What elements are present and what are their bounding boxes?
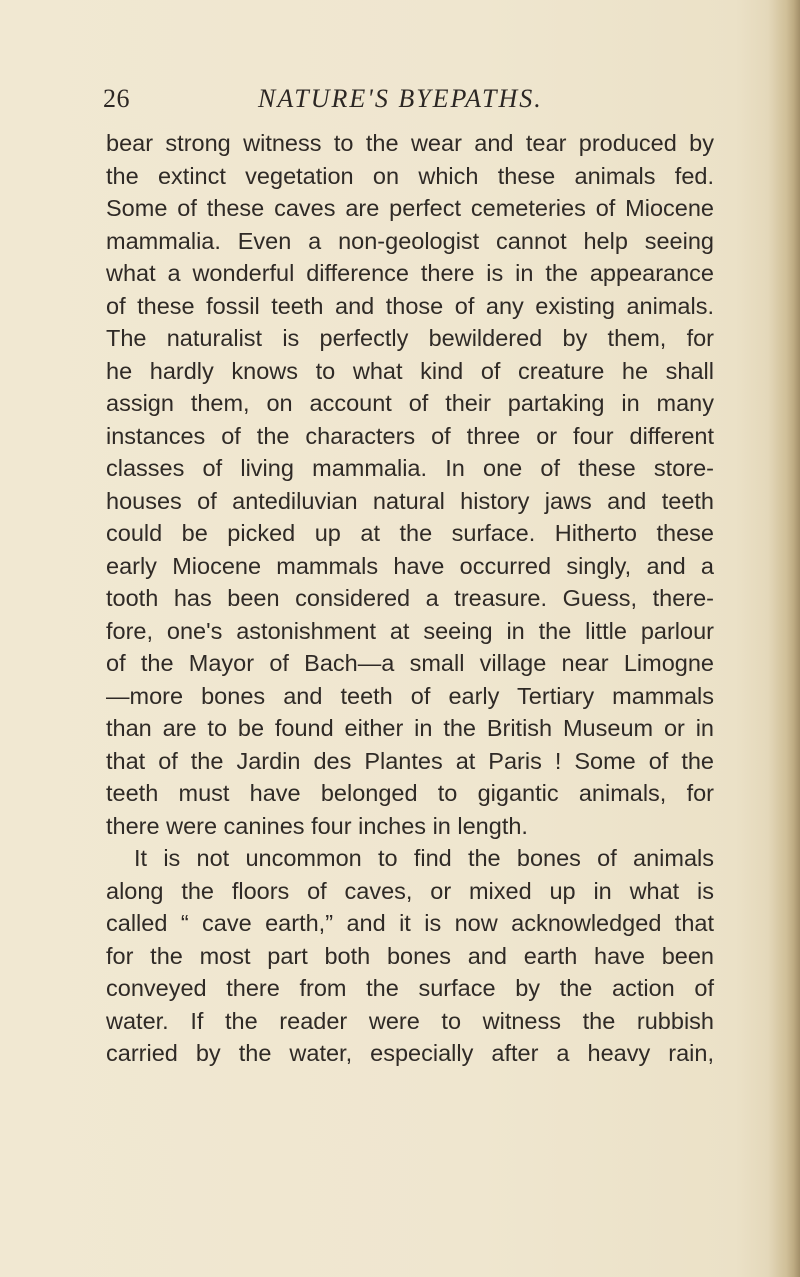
text-line: than are to be found either in the British Museum or in xyxy=(106,715,714,741)
text-line: conveyed there from the surface by the action of xyxy=(106,975,714,1001)
text-line: carried by the water, especially after a heavy rain, xyxy=(106,1040,714,1066)
text-line: he hardly knows to what kind of creature he shall xyxy=(106,357,714,384)
running-title: NATURE'S BYEPATHS. xyxy=(258,84,543,113)
text-line: for the most part both bones and earth have been xyxy=(106,942,714,969)
text-line: along the floors of caves, or mixed up in what is xyxy=(106,877,714,904)
body-text xyxy=(106,127,714,1070)
text-line: assign them, on account of their partaking in many xyxy=(106,390,714,416)
text-line: teeth must have belonged to gigantic animals, for xyxy=(106,780,714,806)
text-line: the extinct vegetation on which these animals fed. xyxy=(106,162,714,189)
text-line: early Miocene mammals have occurred singly, and a xyxy=(106,552,714,579)
text-line: what a wonderful difference there is in the appearance xyxy=(106,260,714,286)
text-line: —more bones and teeth of early Tertiary mammals xyxy=(106,682,714,709)
text-line: tooth has been considered a treasure. Guess, there- xyxy=(106,585,714,611)
text-line: Some of these caves are perfect cemeteries of Miocene xyxy=(106,195,714,221)
text-line: houses of antediluvian natural history jaws and teeth xyxy=(106,487,714,514)
text-line: classes of living mammalia. In one of these store- xyxy=(106,455,714,481)
text-line: It is not uncommon to find the bones of animals xyxy=(134,845,714,871)
text-line: called “ cave earth,” and it is now acknowledged that xyxy=(106,910,714,936)
page-header xyxy=(0,84,800,124)
page-edge-shadow xyxy=(786,0,800,1277)
page-number: 26 xyxy=(103,84,130,113)
text-line: that of the Jardin des Plantes at Paris ! Some of the xyxy=(106,747,714,774)
text-line: water. If the reader were to witness the rubbish xyxy=(106,1007,714,1034)
text-line: instances of the characters of three or four different xyxy=(106,422,714,449)
text-line: fore, one's astonishment at seeing in the little parlour xyxy=(106,617,714,644)
text-line: The naturalist is perfectly bewildered by them, for xyxy=(106,325,714,351)
text-line: of the Mayor of Bach—a small village near Limogne xyxy=(106,650,714,676)
text-line: there were canines four inches in length. xyxy=(106,812,528,839)
text-line: could be picked up at the surface. Hitherto these xyxy=(106,520,714,546)
text-line: of these fossil teeth and those of any existing animals. xyxy=(106,292,714,319)
text-line: bear strong witness to the wear and tear produced by xyxy=(106,130,714,156)
text-line: mammalia. Even a non-geologist cannot help seeing xyxy=(106,227,714,254)
